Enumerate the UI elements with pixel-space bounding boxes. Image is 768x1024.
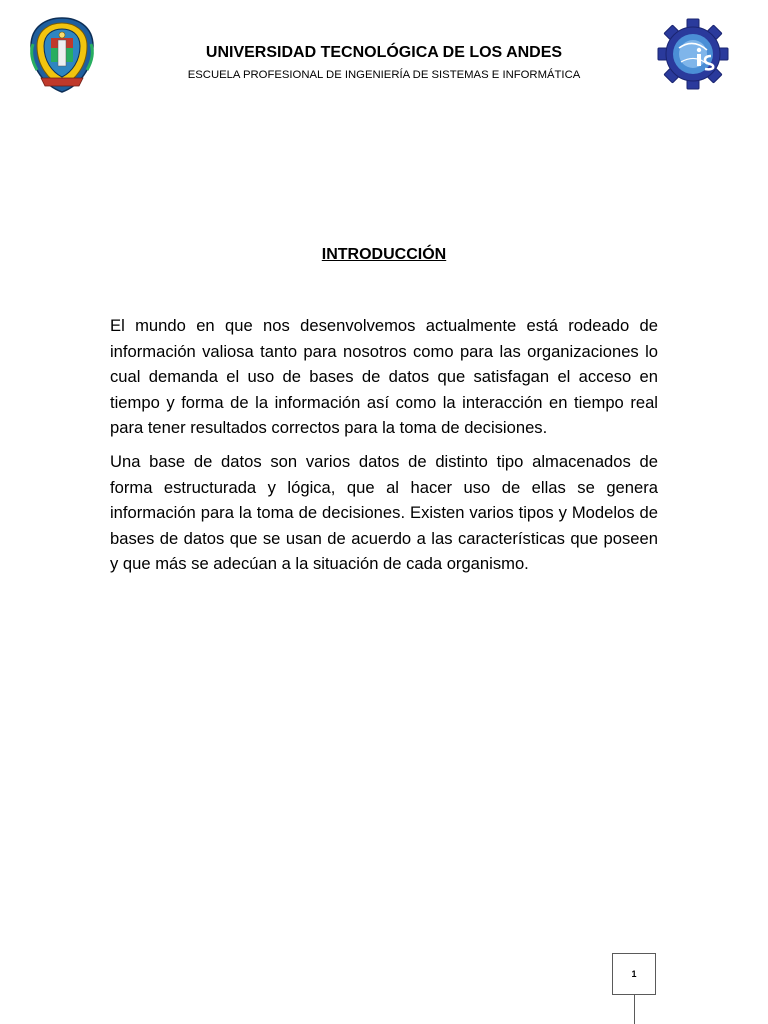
body-text	[110, 313, 658, 585]
university-name: UNIVERSIDAD TECNOLÓGICA DE LOS ANDES	[205, 44, 563, 61]
paragraph-2: Una base de datos son varios datos de distinto tipo almacenados de forma estructurada y lógica, que al hacer uso de ellas se genera información para la toma de decisiones. Existen varios tipos y Modelos de bases de datos que se usan de acuerdo a las características que poseen y que más se adecúan a la situación de cada organismo.	[110, 451, 658, 574]
page-number-box	[612, 953, 656, 995]
university-crest-logo	[27, 16, 97, 94]
systems-engineering-gear-logo	[656, 18, 730, 90]
paragraph-1: El mundo en que nos desenvolvemos actualmente está rodeado de información valiosa tanto para nosotros como para las organizaciones lo cual demanda el uso de bases de datos que satisfagan el acceso en tiempo y forma de la información así como la interacción en tiempo real para tener resultados correctos para la toma de decisiones.	[110, 316, 658, 438]
section-heading: INTRODUCCIÓN	[321, 246, 447, 263]
school-name: ESCUELA PROFESIONAL DE INGENIERÍA DE SISTEMAS E INFORMÁTICA	[187, 69, 581, 81]
page-number: 1	[631, 969, 637, 979]
page-number-connector-line	[634, 995, 635, 1024]
